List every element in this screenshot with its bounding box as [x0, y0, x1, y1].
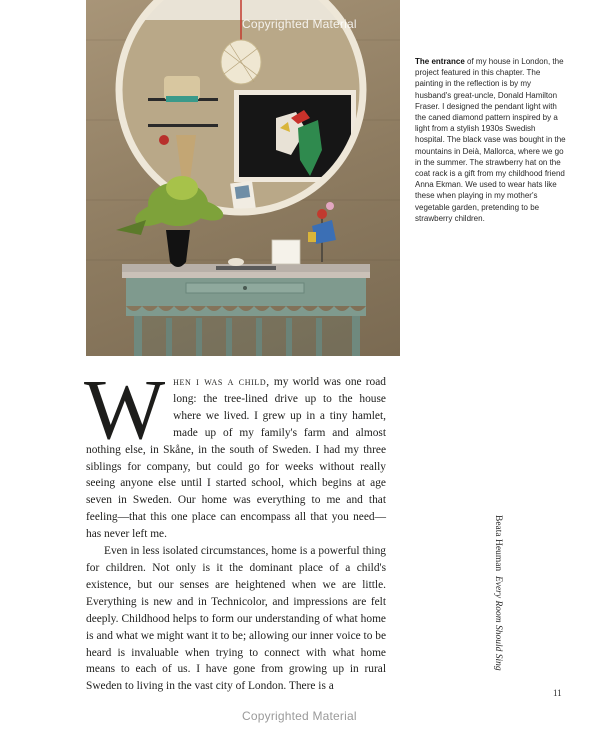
- watermark-top: Copyrighted Material: [242, 17, 357, 31]
- caption-text: of my house in London, the project featured in this chapter. The painting in the reflection is by my husband's great-uncle, Donald Hamilton Fraser. I designed the pendant light with the caned diamond pattern inspired by a light from a stylish 1930s Swedish hospital. The black vase was bought in the mountains in Deià, Mallorca, where we go in the summer. The strawberry hat on the coat rack is a gift from my childhood friend Anna Ekman. We used to wear hats like these when playing in my mother's vegetable garden, pretending to be strawberry children.: [415, 57, 566, 223]
- paragraph-1: [84, 361, 386, 543]
- mirror-reflection: [116, 0, 376, 220]
- watermark-bottom: Copyrighted Material: [242, 709, 357, 723]
- black-vase: [166, 230, 190, 267]
- running-head: [489, 515, 503, 685]
- running-head-author: Beata Heuman: [493, 515, 503, 572]
- entrance-illustration: [86, 0, 400, 356]
- toy-bird: [308, 202, 336, 262]
- drop-cap: W: [84, 361, 166, 457]
- paragraph-1-text: my world was one road long: the tree-lined drive up to the house where we lived. I grew up in a tiny hamlet, made up of my family's farm and almost nothing else, in Skåne, in the south of Sweden. I had my three siblings for company, but could go for weeks without really seeing anyone else until I started school, which begins at age seven in Sweden. Our home was everything to me and that feeling—that this one place can encompass all that you need—has never left me.: [86, 376, 386, 541]
- caption-lead: The entrance: [415, 57, 465, 66]
- body-text: [84, 361, 386, 695]
- opening-small-caps: hen i was a child,: [173, 376, 270, 388]
- page-number: 11: [553, 688, 562, 698]
- running-head-book: Every Room Should Sing: [493, 575, 503, 671]
- paragraph-2: Even in less isolated circumstances, home is a powerful thing for children. Not only is it the dominant place of a child's existence, but our senses are heightened when we are little. Everything is new and in Technicolor, and impressions are felt deeply. Childhood helps to form our understanding of what home is and what we might want it to be; allowing our inner voice to be heard is invaluable when trying to connect with what home means to each of us. I have gone from growing up in rural Sweden to living in the vast city of London. There is a: [86, 545, 386, 693]
- photo-caption: [415, 56, 567, 224]
- entrance-photo: [86, 0, 400, 356]
